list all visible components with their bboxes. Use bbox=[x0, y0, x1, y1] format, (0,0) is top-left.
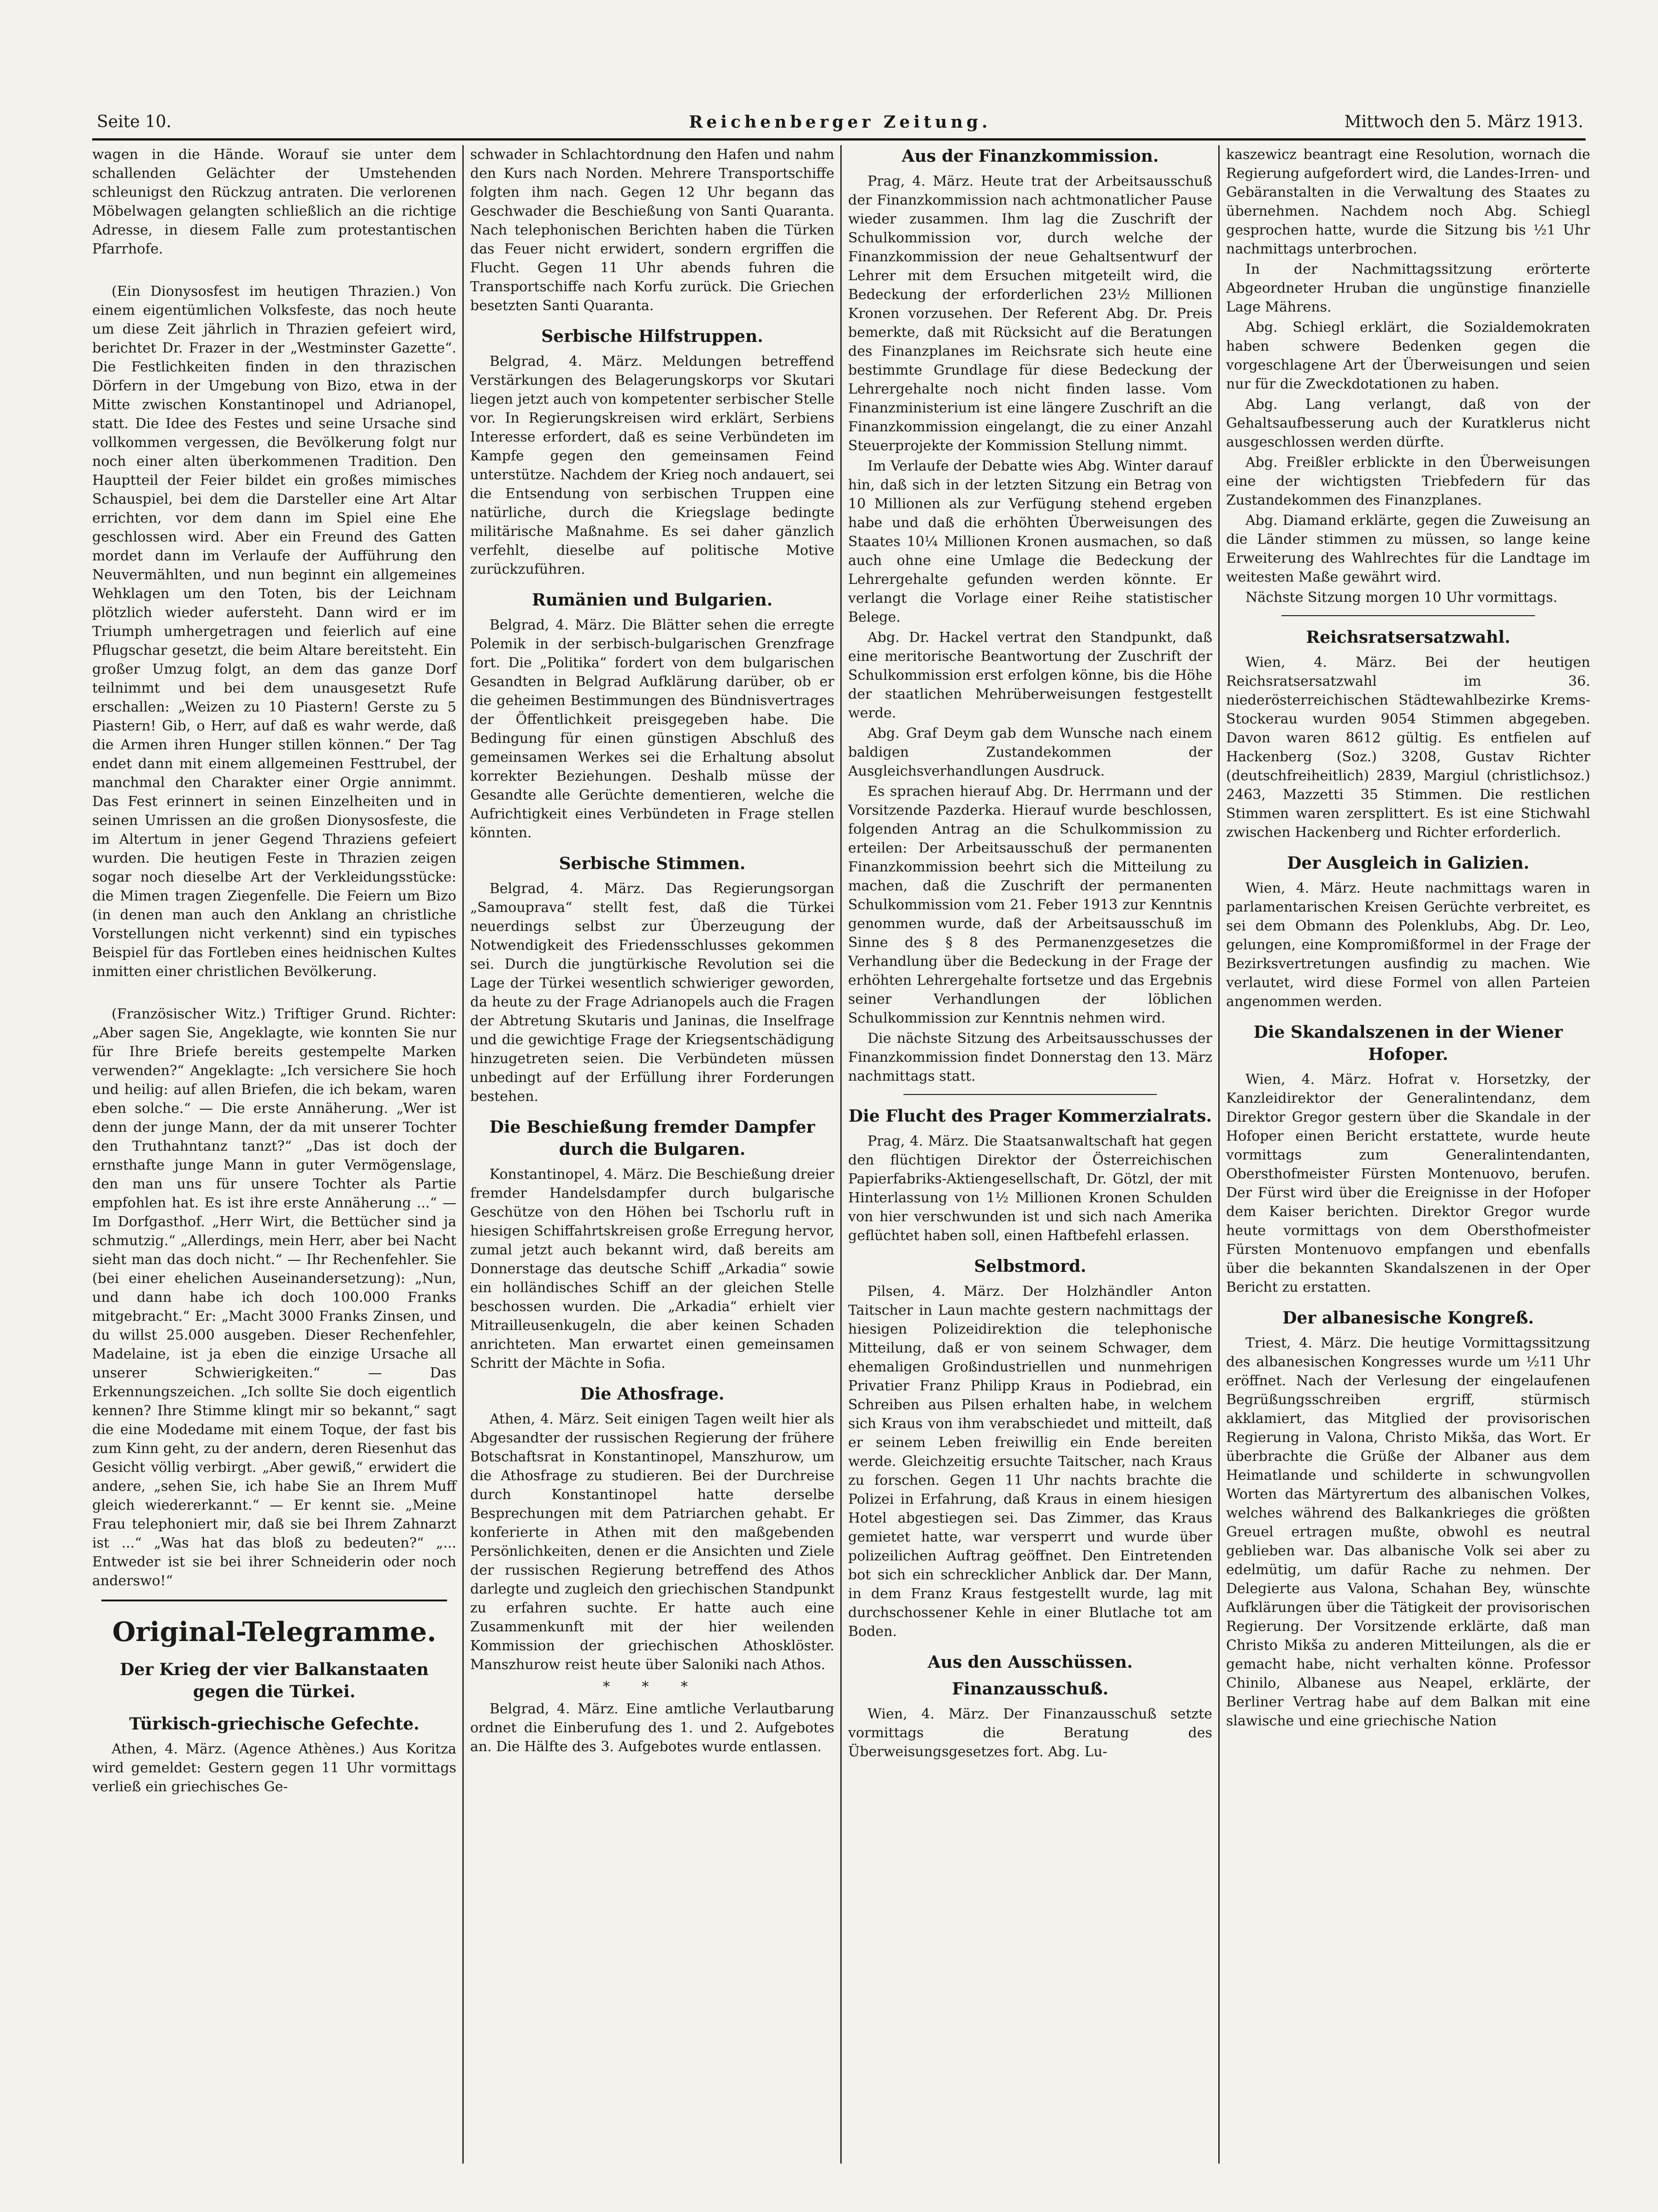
article-heading: Die Skandalszenen in der Wiener Hofoper. bbox=[1253, 1023, 1563, 1064]
article-subheading: Finanzausschuß. bbox=[952, 1679, 1109, 1699]
article-paragraph: Konstantinopel, 4. März. Die Beschießung dreier fremder Handelsdampfer durch bulgarische Geschütze von den Höhen bei Tschorlu ruft in hiesigen Schiffahrtskreisen große Erregung hervor, zumal jetzt auch bekannt wird, daß bereits am Donnerstage das deutsche Schiff „Arkadia“ sowie ein holländisches Schiff an der gleichen Stelle beschossen wurden. Die „Arkadia“ erhielt vier Mitrailleusenkugeln, die aber keinen Schaden anrichteten. Man erwartet einen gemeinsamen Schritt der Mächte in Sofia. bbox=[470, 1166, 839, 1371]
section-title: Original-Telegramme. bbox=[112, 1616, 437, 1647]
article-paragraph: Wien, 4. März. Heute nachmittags waren in parlamentarischen Kreisen Gerüchte verbreitet, es sei dem Obmann des Polenklubs, Abg. Dr. Leo, gelungen, eine Kompromißformel in der Frage der Bezirksvertretungen ausfindig zu machen. Wie verlautet, wird diese Formel von allen Parteien angenommen werden. bbox=[1226, 880, 1595, 1010]
article-rule bbox=[1281, 615, 1535, 616]
column-rule bbox=[462, 145, 464, 2164]
article-paragraph: Abg. Diamand erklärte, gegen die Zuweisung an die Länder stimmen zu müssen, so lange keine Erweiterung des Wahlrechtes für die Landtage im weitesten Maße gewährt wird. bbox=[1226, 512, 1595, 585]
article-heading: Serbische Stimmen. bbox=[559, 854, 746, 873]
article-paragraph: wagen in die Hände. Worauf sie unter dem schallenden Gelächter der Umstehenden schleunigst den Rückzug antraten. Die verlorenen Möbelwagen gelangten schließlich an die richtige Adresse, in diesem Falle zum protestantischen Pfarrhofe. bbox=[92, 147, 461, 257]
article-paragraph: Belgrad, 4. März. Die Blätter sehen die erregte Polemik in der serbisch-bulgarischen Grenzfrage fort. Die „Politika“ fordert von dem bulgarischen Gesandten in Belgrad Aufklärung darüber, ob er die geheimen Bestimmungen des Bündnisvertrages der Öffentlichkeit preisgegeben habe. Die Bedingung für einen günstigen Abschluß des gemeinsamen Werkes sei die Erhaltung absolut korrekter Beziehungen. Deshalb müsse der Gesandte alle Gerüchte dementieren, welche die Aufrichtigkeit eines Verbündeten in Frage stellen könnten. bbox=[470, 617, 839, 841]
article-paragraph: Abg. Freißler erblickte in den Überweisungen eine der wichtigsten Triebfedern für das Zustandekommen des Finanzplanes. bbox=[1226, 454, 1595, 508]
article-heading: Selbstmord. bbox=[974, 1257, 1086, 1276]
article-paragraph: Die nächste Sitzung des Arbeitsausschusses der Finanzkommission findet Donnerstag den 13. März nachmittags statt. bbox=[848, 1030, 1217, 1084]
article-paragraph: Im Verlaufe der Debatte wies Abg. Winter darauf hin, daß sich in der letzten Sitzung ein Betrag von 10 Millionen als zur Verfügung stehend ergeben habe und daß die erhöhten Überweisungen des Staates 10¼ Millionen Kronen ausmachen, so daß auch ohne eine Umlage die Bedeckung der Lehrergehalte gefunden werden könnte. Er verlangt die Vorlage einer Reihe statistischer Belege. bbox=[848, 458, 1217, 625]
section-subtitle: Der Krieg der vier Balkanstaaten gegen die Türkei. bbox=[120, 1660, 429, 1701]
column-1 bbox=[92, 145, 461, 2164]
page-header bbox=[97, 111, 1583, 134]
article-heading: Die Beschießung fremder Dampfer durch die Bulgaren. bbox=[489, 1118, 815, 1159]
asterism-separator: * * * bbox=[602, 1679, 702, 1695]
column-2 bbox=[470, 145, 839, 2164]
article-heading: Die Flucht des Prager Kommerzialrats. bbox=[848, 1106, 1212, 1126]
article-heading: Reichsratsersatzwahl. bbox=[1306, 628, 1510, 647]
article-paragraph: Abg. Dr. Hackel vertrat den Standpunkt, daß eine meritorische Beantwortung der Zuschrift der Schulkommission erst erfolgen könne, bis die Höhe der staatlichen Mehrüberweisungen festgestellt werde. bbox=[848, 629, 1217, 721]
article-paragraph: Prag, 4. März. Heute trat der Arbeitsausschuß der Finanzkommission nach achtmonatlicher Pause wieder zusammen. Ihm lag die Zuschrift der Schulkommission vor, durch welche der Finanzkommission der neue Gehaltsentwurf der Lehrer mit dem Ersuchen mitgeteilt wird, die Bedeckung der erforderlichen 23½ Millionen Kronen vorzusehen. Der Referent Abg. Dr. Preis bemerkte, daß mit Rücksicht auf die Beratungen des Finanzplanes im Reichsrate sich heute eine bestimmte Grundlage für diese Bedeckung der Lehrergehalte noch nicht finden lasse. Vom Finanzministerium ist eine längere Zuschrift an die Finanzkommission eingelangt, die zu einer Anzahl Steuerprojekte der Kommission Stellung nimmt. bbox=[848, 173, 1217, 454]
masthead: Reichenberger Zeitung. bbox=[689, 112, 991, 132]
article-paragraph: Nächste Sitzung morgen 10 Uhr vormittags. bbox=[1245, 589, 1558, 606]
article-heading: Der Ausgleich in Galizien. bbox=[1287, 853, 1529, 873]
article-paragraph: Es sprachen hierauf Abg. Dr. Herrmann und der Vorsitzende Pazderka. Hierauf wurde beschlossen, folgenden Antrag an die Schulkommission zu erteilen: Der Arbeitsausschuß der permanenten Finanzkommission beehrt sich die Mitteilung zu machen, daß die Zuschrift der permanenten Schulkommission vom 21. Feber 1913 zur Kenntnis genommen wurde, daß der Arbeitsausschuß im Sinne des § 8 des Permanenzgesetzes die Verhandlung über die Bedeckung in der Frage der erhöhten Lehrergehalte fortsetze und das Ergebnis seiner Verhandlungen der löblichen Schulkommission zur Kenntnis nehmen wird. bbox=[848, 783, 1217, 1026]
article-paragraph: Abg. Schiegl erklärt, die Sozialdemokraten haben schwere Bedenken gegen die vorgeschlagene Art der Überweisungen und seien nur für die Zweckdotationen zu haben. bbox=[1226, 319, 1595, 392]
article-paragraph: schwader in Schlachtordnung den Hafen und nahm den Kurs nach Norden. Mehrere Transportschiffe folgten ihm nach. Gegen 12 Uhr begann das Geschwader die Beschießung von Santi Quaranta. Nach telephonischen Berichten haben die Türken das Feuer nicht erwidert, sondern ergriffen die Flucht. Gegen 11 Uhr abends fuhren die Transportschiffe nach Korfu zurück. Die Griechen besetzten Santi Quaranta. bbox=[470, 147, 839, 314]
article-paragraph: Pilsen, 4. März. Der Holzhändler Anton Taitscher in Laun machte gestern nachmittags der hiesigen Polizeidirektion die telephonische Mitteilung, daß er von seinem Schwager, dem ehemaligen Großindustriellen und nunmehrigen Privatier Franz Philipp Kraus in Podiebrad, ein Schreiben aus Pilsen erhalten habe, in welchem sich Kraus von ihm verabschiedet und mitteilt, daß er seinem Leben freiwillig ein Ende bereiten werde. Gleichzeitig ersuchte Taitscher, nach Kraus zu forschen. Gegen 11 Uhr nachts brachte die Polizei in Erfahrung, daß Kraus in einem hiesigen Hotel abgestiegen sei. Das Zimmer, das Kraus gemietet hatte, war versperrt und wurde über polizeilichen Auftrag geöffnet. Den Eintretenden bot sich ein schrecklicher Anblick dar. Der Mann, in dem Franz Kraus festgestellt wurde, lag mit durchschossener Kehle in einer Blutlache tot am Boden. bbox=[848, 1283, 1217, 1640]
article-paragraph: Belgrad, 4. März. Das Regierungsorgan „Samouprava“ stellt fest, daß die Türkei neuerdings selbst zur Überzeugung der Notwendigkeit des Friedensschlusses gekommen sei. Durch die jungtürkische Revolution sei die Lage der Türkei wesentlich schwieriger geworden, da heute zu der Frage Adrianopels auch die Fragen der Abtretung Skutaris und Janinas, die Inselfrage und die gewichtige Frage der Kriegsentschädigung hinzugetreten seien. Die Verbündeten müssen unbedingt auf der Erfüllung ihrer Forderungen bestehen. bbox=[470, 881, 839, 1105]
column-4 bbox=[1226, 145, 1595, 2164]
article-paragraph: Belgrad, 4. März. Eine amtliche Verlautbarung ordnet die Einberufung des 1. und 2. Aufgebotes an. Die Hälfte des 3. Aufgebotes wurde entlassen. bbox=[470, 1701, 839, 1755]
article-paragraph: Wien, 4. März. Bei der heutigen Reichsratsersatzwahl im 36. niederösterreichischen Städtewahlbezirke Krems-Stockerau wurden 9054 Stimmen abgegeben. Davon waren 8612 gültig. Es entfielen auf Hackenberg (Soz.) 3208, Gustav Richter (deutschfreiheitlich) 2839, Margiul (christlichsoz.) 2463, Mazzetti 35 Stimmen. Die restlichen Stimmen waren zersplittert. Es ist eine Stichwahl zwischen Hackenberg und Richter erforderlich. bbox=[1226, 654, 1595, 841]
header-rule bbox=[92, 138, 1586, 141]
article-paragraph: Athen, 4. März. (Agence Athènes.) Aus Koritza wird gemeldet: Gestern gegen 11 Uhr vormittags verließ ein griechisches Ge- bbox=[92, 1741, 461, 1795]
column-rule bbox=[840, 145, 842, 2164]
column-rule bbox=[1218, 145, 1220, 2164]
article-paragraph: (Ein Dionysosfest im heutigen Thrazien.) Von einem eigentümlichen Volksfeste, das noch heute um diese Zeit jährlich in Thrazien gefeiert wird, berichtet Dr. Frazer in der „Westminster Gazette“. Die Festlichkeiten finden in den thrazischen Dörfern in der Umgebung von Bizo, etwa in der Mitte zwischen Konstantinopel und Adrianopel, statt. Die Idee des Festes und seine Ursache sind vollkommen vergessen, die Bevölkerung folgt nur noch einer alten überkommenen Tradition. Den Hauptteil der Feier bildet ein großes mimisches Schauspiel, bei dem die Darsteller eine Art Altar errichten, vor dem dann im Spiel eine Ehe geschlossen wird. Aber ein Freund des Gatten mordet dann im Verlaufe der Aufführung den Neuvermählten, und nun beginnt ein allgemeines Wehklagen um den Toten, bis der Leichnam plötzlich wieder aufersteht. Dann wird er im Triumph umhergetragen und feierlich auf eine Pflugschar gesetzt, die beim Altare bereitsteht. Ein großer Umzug folgt, an dem das ganze Dorf teilnimmt und bei dem unausgesetzt Rufe erschallen: „Weizen zu 10 Piastern! Gerste zu 5 Piastern! Gib, o Herr, auf daß es wahr werde, daß die Armen ihren Hunger stillen können.“ Der Tag endet dann mit einem allgemeinen Festtrubel, der manchmal den Charakter einer Orgie annimmt. Das Fest erinnert in seinen Einzelheiten und in seinen Umrissen an die großen Dionysosfeste, die im Altertum in jener Gegend Thraziens gefeiert wurden. Die heutigen Feste in Thrazien zeigen sogar noch dieselbe Art der Verkleidungsstücke: die Mimen tragen Ziegenfelle. Die Feiern um Bizo (in denen man auch den Anklang an christliche Vorstellungen nicht verkennt) sind ein typisches Beispiel für das Fortleben eines heidnischen Kultes inmitten einer christlichen Bevölkerung. bbox=[92, 283, 461, 980]
article-paragraph: Prag, 4. März. Die Staatsanwaltschaft hat gegen den flüchtigen Direktor der Österreichischen Papierfabriks-Aktiengesellschaft, Dr. Götzl, der mit Hinterlassung von 1½ Millionen Kronen Schulden von hier verschwunden ist und sich nach Amerika geflüchtet haben soll, einen Haftbefehl erlassen. bbox=[848, 1133, 1217, 1244]
section-rule bbox=[101, 1600, 447, 1601]
page-number: Seite 10. bbox=[97, 112, 171, 131]
article-paragraph: (Französischer Witz.) Triftiger Grund. Richter: „Aber sagen Sie, Angeklagte, wie konnten Sie nur für Ihre Briefe bereits gestempelte Marken verwenden?“ Angeklagte: „Ich versichere Sie hoch und heilig: auf allen Briefen, die ich bekam, waren eben solche.“ — Die erste Annäherung. „Wer ist denn der junge Mann, der da mit unserer Tochter den Truthahntanz tanzt?“ „Das ist doch der ernsthafte junge Mann in guter Vermögenslage, den man uns für unsere Tochter als Partie empfohlen hat. Es ist ihre erste Annäherung ...“ — Im Dorfgasthof. „Herr Wirt, die Bettücher sind ja schmutzig.“ „Allerdings, mein Herr, aber bei Nacht sieht man das doch nicht.“ — Ihr Rechenfehler. Sie (bei einer ehelichen Auseinandersetzung): „Nun, und dann habe ich doch 100.000 Franks mitgebracht.“ Er: „Macht 3000 Franks Zinsen, und du willst 25.000 ausgeben. Dieser Rechenfehler, Madelaine, ist ja eben die einzige Ursache all unserer Schwierigkeiten.“ — Das Erkennungszeichen. „Ich sollte Sie doch eigentlich kennen? Ihre Stimme klingt mir so bekannt,“ sagt die eine Modedame mit einem Toque, der fast bis zum Kinn geht, zu der andern, deren Riesenhut das Gesicht völlig verbirgt. „Aber gewiß,“ erwidert die andere, „sehen Sie, ich habe Sie an Ihrem Muff gleich wiedererkannt.“ — Er kennt sie. „Meine Frau telephoniert mir, daß sie bei Ihrem Zahnarzt ist ...“ „Was hat das bloß zu bedeuten?“ „... Entweder ist sie bei ihrer Schneiderin oder noch anderswo!“ bbox=[92, 1006, 461, 1589]
article-heading: Der albanesische Kongreß. bbox=[1282, 1308, 1534, 1328]
article-heading: Serbische Hilfstruppen. bbox=[541, 327, 763, 346]
article-heading: Rumänien und Bulgarien. bbox=[531, 590, 773, 610]
article-heading: Aus den Ausschüssen. bbox=[927, 1653, 1133, 1672]
article-rule bbox=[903, 1094, 1157, 1095]
article-paragraph: kaszewicz beantragt eine Resolution, wornach die Regierung aufgefordert wird, die Landes-Irren- und Gebäranstalten in die Verwaltung des Staates zu übernehmen. Nachdem noch Abg. Schiegl gesprochen hatte, wurde die Sitzung bis ½1 Uhr nachmittags unterbrochen. bbox=[1226, 147, 1595, 257]
article-paragraph: Triest, 4. März. Die heutige Vormittagssitzung des albanesischen Kongresses wurde um ½11 Uhr eröffnet. Nach der Verlesung der eingelaufenen Begrüßungsschreiben ergriff, stürmisch akklamiert, das Mitglied der provisorischen Regierung in Valona, Christo Mikša, das Wort. Er überbrachte die Grüße der Albaner aus dem Heimatlande und schilderte in schwungvollen Worten das Märtyrertum des albanischen Volkes, welches während des Balkankrieges die größten Greuel ertragen mußte, obwohl es neutral geblieben war. Das albanische Volk sei aber zu edelmütig, um dafür Rache zu nehmen. Der Delegierte aus Valona, Schahan Bey, wünschte Aufklärungen über die Tätigkeit der provisorischen Regierung. Der Vorsitzende erklärte, daß man Christo Mikša zu anderen Mitteilungen, als die er gemacht habe, nicht verhalten könne. Professor Chinilo, Albanese aus Neapel, erklärte, der Berliner Vertrag habe auf dem Balkan mit eine slawische und eine griechische Nation bbox=[1226, 1335, 1595, 1729]
article-paragraph: Wien, 4. März. Hofrat v. Horsetzky, der Kanzleidirektor der Generalintendanz, dem Direktor Gregor gestern über die Skandale in der Hofoper einen Bericht erstattete, wurde heute vormittags zum Generalintendanten, Obersthofmeister Fürsten Montenuovo, berufen. Der Fürst wird über die Ereignisse in der Hofoper dem Kaiser berichten. Direktor Gregor wurde heute vormittags von dem Obersthofmeister Fürsten Montenuovo empfangen und ebenfalls über die bekannten Skandalszenen in der Oper Bericht zu erstatten. bbox=[1226, 1071, 1595, 1295]
article-heading: Aus der Finanzkommission. bbox=[902, 147, 1159, 166]
article-heading: Türkisch-griechische Gefechte. bbox=[129, 1714, 419, 1734]
article-paragraph: Athen, 4. März. Seit einigen Tagen weilt hier als Abgesandter der russischen Regierung der frühere Botschaftsrat in Konstantinopel, Manszhurow, um die Athosfrage zu studieren. Bei der Durchreise durch Konstantinopel hatte derselbe Besprechungen mit dem Patriarchen gehabt. Er konferierte in Athen mit den maßgebenden Persönlichkeiten, denen er die Ansichten und Ziele der russischen Regierung betreffend des Athos darlegte und zugleich den griechischen Standpunkt zu erfahren suchte. Er hatte auch eine Zusammenkunft mit der hier weilenden Kommission der griechischen Athosklöster. Manszhurow reist heute über Saloniki nach Athos. bbox=[470, 1411, 839, 1673]
issue-date: Mittwoch den 5. März 1913. bbox=[1344, 112, 1583, 131]
article-paragraph: Abg. Graf Deym gab dem Wunsche nach einem baldigen Zustandekommen der Ausgleichsverhandlungen Ausdruck. bbox=[848, 725, 1217, 779]
article-paragraph: Abg. Lang verlangt, daß von der Gehaltsaufbesserung auch der Kuratklerus nicht ausgeschlossen werden dürfte. bbox=[1226, 396, 1595, 450]
article-paragraph: Belgrad, 4. März. Meldungen betreffend Verstärkungen des Belagerungskorps vor Skutari liegen jetzt auch von kompetenter serbischer Stelle vor. In Regierungskreisen wird erklärt, Serbiens Interesse erfordert, daß es seine Verbündeten im Kampfe gegen den gemeinsamen Feind unterstütze. Nachdem der Krieg noch andauert, sei die Entsendung von serbischen Truppen eine natürliche, durch die Kriegslage bedingte militärische Maßnahme. Es sei daher gänzlich verfehlt, dieselbe auf politische Motive zurückzuführen. bbox=[470, 353, 839, 577]
article-heading: Die Athosfrage. bbox=[580, 1384, 725, 1404]
article-paragraph: In der Nachmittagssitzung erörterte Abgeordneter Hruban die ungünstige finanzielle Lage Mährens. bbox=[1226, 261, 1595, 315]
column-3 bbox=[848, 145, 1217, 2164]
article-paragraph: Wien, 4. März. Der Finanzausschuß setzte vormittags die Beratung des Überweisungsgesetzes fort. Abg. Lu- bbox=[848, 1706, 1217, 1760]
